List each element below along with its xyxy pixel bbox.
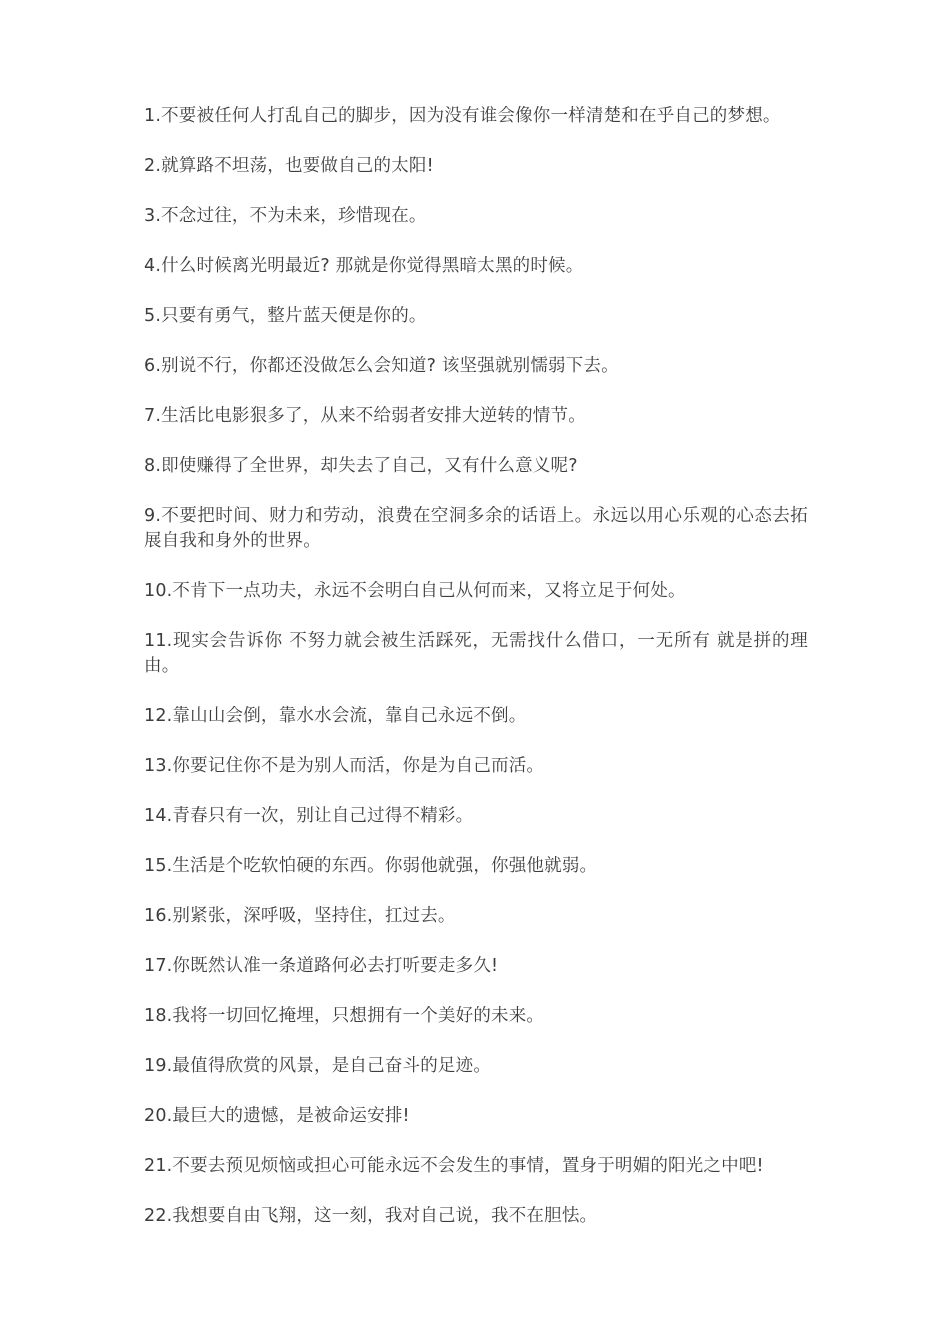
quote-item: 6.别说不行，你都还没做怎么会知道? 该坚强就别懦弱下去。 <box>144 356 619 376</box>
quote-item: 9.不要把时间、财力和劳动，浪费在空洞多余的话语上。永远以用心乐观的心态去拓展自我和身外的世界。 <box>144 506 808 551</box>
quote-item: 21.不要去预见烦恼或担心可能永远不会发生的事情，置身于明媚的阳光之中吧! <box>144 1156 764 1176</box>
quote-item: 7.生活比电影狠多了，从来不给弱者安排大逆转的情节。 <box>144 406 586 426</box>
quote-item: 15.生活是个吃软怕硬的东西。你弱他就强，你强他就弱。 <box>144 856 598 876</box>
quote-item: 10.不肯下一点功夫，永远不会明白自己从何而来，又将立足于何处。 <box>144 581 686 601</box>
quote-item: 8.即使赚得了全世界，却失去了自己，又有什么意义呢? <box>144 456 578 476</box>
quote-item: 14.青春只有一次，别让自己过得不精彩。 <box>144 806 474 826</box>
quote-item: 13.你要记住你不是为别人而活，你是为自己而活。 <box>144 756 545 776</box>
quote-item: 11.现实会告诉你 不努力就会被生活踩死，无需找什么借口，一无所有 就是拼的理由。 <box>144 631 808 676</box>
quote-item: 4.什么时候离光明最近? 那就是你觉得黑暗太黑的时候。 <box>144 256 584 276</box>
quote-item: 19.最值得欣赏的风景，是自己奋斗的足迹。 <box>144 1056 492 1076</box>
quote-item: 2.就算路不坦荡，也要做自己的太阳! <box>144 156 434 176</box>
quote-item: 3.不念过往，不为未来，珍惜现在。 <box>144 206 427 226</box>
quote-list <box>144 104 808 1254</box>
quote-item: 5.只要有勇气，整片蓝天便是你的。 <box>144 306 427 326</box>
quote-item: 16.别紧张，深呼吸，坚持住，扛过去。 <box>144 906 456 926</box>
quote-item: 20.最巨大的遗憾，是被命运安排! <box>144 1106 410 1126</box>
quote-item: 12.靠山山会倒，靠水水会流，靠自己永远不倒。 <box>144 706 527 726</box>
quote-item: 1.不要被任何人打乱自己的脚步，因为没有谁会像你一样清楚和在乎自己的梦想。 <box>144 106 781 126</box>
quote-item: 18.我将一切回忆掩埋，只想拥有一个美好的未来。 <box>144 1006 545 1026</box>
quote-item: 22.我想要自由飞翔，这一刻，我对自己说，我不在胆怯。 <box>144 1206 598 1226</box>
quote-item: 17.你既然认准一条道路何必去打听要走多久! <box>144 956 499 976</box>
